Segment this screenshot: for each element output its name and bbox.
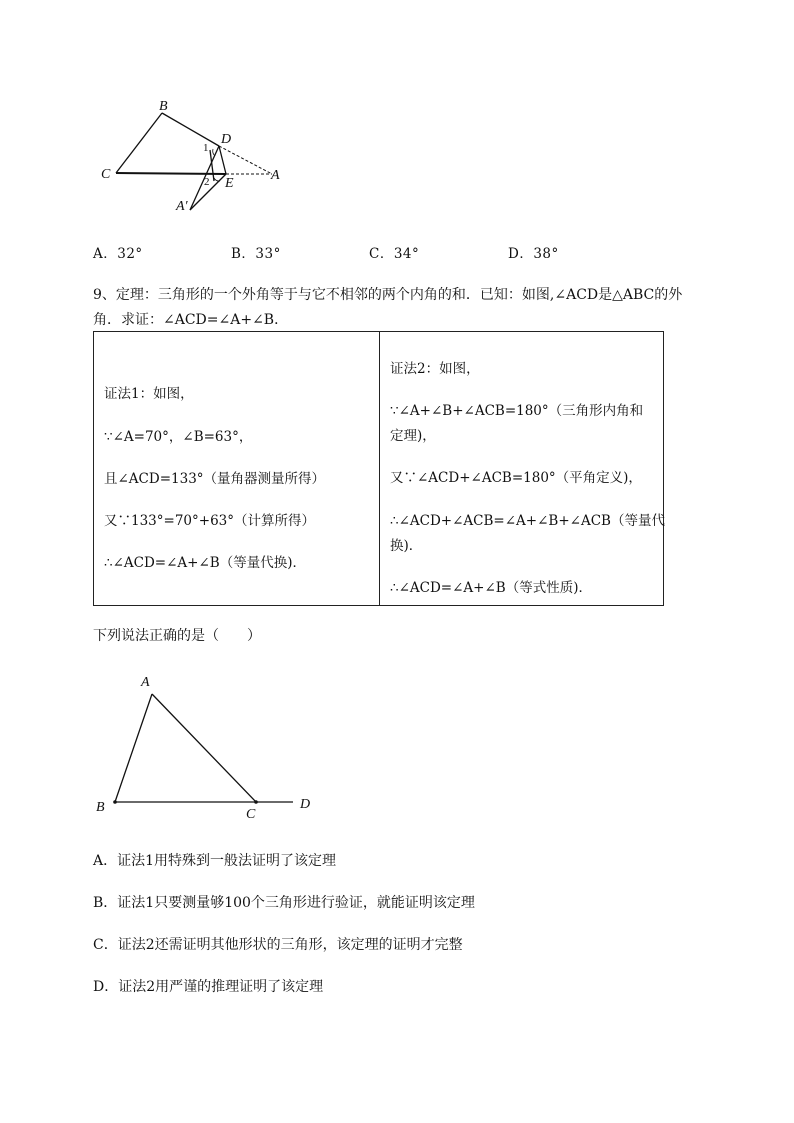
proof1-line: ∵∠A=70°，∠B=63°， (104, 429, 253, 445)
segment-AB (115, 694, 152, 802)
proof2-line: 又∵∠ACD+∠ACB=180°（平角定义)， (390, 470, 642, 486)
proof1-line: 且∠ACD=133°（量角器测量所得） (104, 471, 326, 487)
label-A: A (141, 675, 150, 690)
label-A: A (271, 168, 280, 183)
label-B: B (96, 800, 105, 815)
proof1-line: ∴∠ACD=∠A+∠B（等量代换)． (104, 555, 306, 571)
proof1-line: 证法1：如图， (104, 386, 194, 402)
proof2-line: ∴∠ACD=∠A+∠B（等式性质)． (390, 580, 592, 596)
q9-option-a: A．证法1用特殊到一般法证明了该定理 (93, 853, 337, 869)
segment-CE (116, 173, 226, 174)
proof1-line: 又∵133°=70°+63°（计算所得） (104, 513, 315, 529)
dashed-DA (219, 146, 272, 174)
label-D: D (300, 797, 311, 812)
proof2-cell (380, 332, 664, 606)
label-B: B (159, 99, 168, 114)
angle-1-label: 1 (203, 142, 209, 154)
folded-triangle-figure (90, 90, 300, 220)
proof1-cell (94, 332, 380, 606)
q8-option-d: D．38° (508, 246, 559, 262)
q8-option-c: C．34° (369, 246, 420, 262)
proof-table (93, 331, 664, 606)
label-C: C (246, 807, 256, 822)
label-C: C (101, 167, 111, 182)
q9-option-c: C．证法2还需证明其他形状的三角形，该定理的证明才完整 (93, 937, 463, 953)
exterior-angle-figure (90, 668, 320, 826)
segment-DE (219, 146, 226, 174)
proof2-line: ∴∠ACD+∠ACB=∠A+∠B+∠ACB（等量代 (390, 513, 665, 529)
segment-AC (152, 694, 256, 802)
q8-option-b: B．33° (231, 246, 281, 262)
q9-stem-line2: 角．求证：∠ACD=∠A+∠B． (93, 312, 289, 328)
label-A-prime: A′ (176, 199, 188, 214)
segment-CB (116, 113, 162, 173)
q9-prompt: 下列说法正确的是（ ） (93, 628, 261, 644)
q9-option-d: D．证法2用严谨的推理证明了该定理 (93, 979, 324, 995)
angle-2-label: 2 (204, 176, 210, 188)
proof2-line: 换)． (390, 538, 423, 554)
q8-option-a: A．32° (93, 246, 143, 262)
q9-stem-line1: 9、定理：三角形的一个外角等于与它不相邻的两个内角的和．已知：如图,∠ACD是△ABC的外 (93, 287, 683, 303)
segment-BD (162, 113, 219, 146)
label-D: D (221, 132, 232, 147)
proof2-line: 定理)， (390, 428, 436, 444)
q9-option-b: B．证法1只要测量够100个三角形进行验证，就能证明该定理 (93, 895, 475, 911)
proof2-line: ∵∠A+∠B+∠ACB=180°（三角形内角和 (390, 403, 644, 419)
proof2-line: 证法2：如图， (390, 361, 480, 377)
label-E: E (225, 176, 234, 191)
